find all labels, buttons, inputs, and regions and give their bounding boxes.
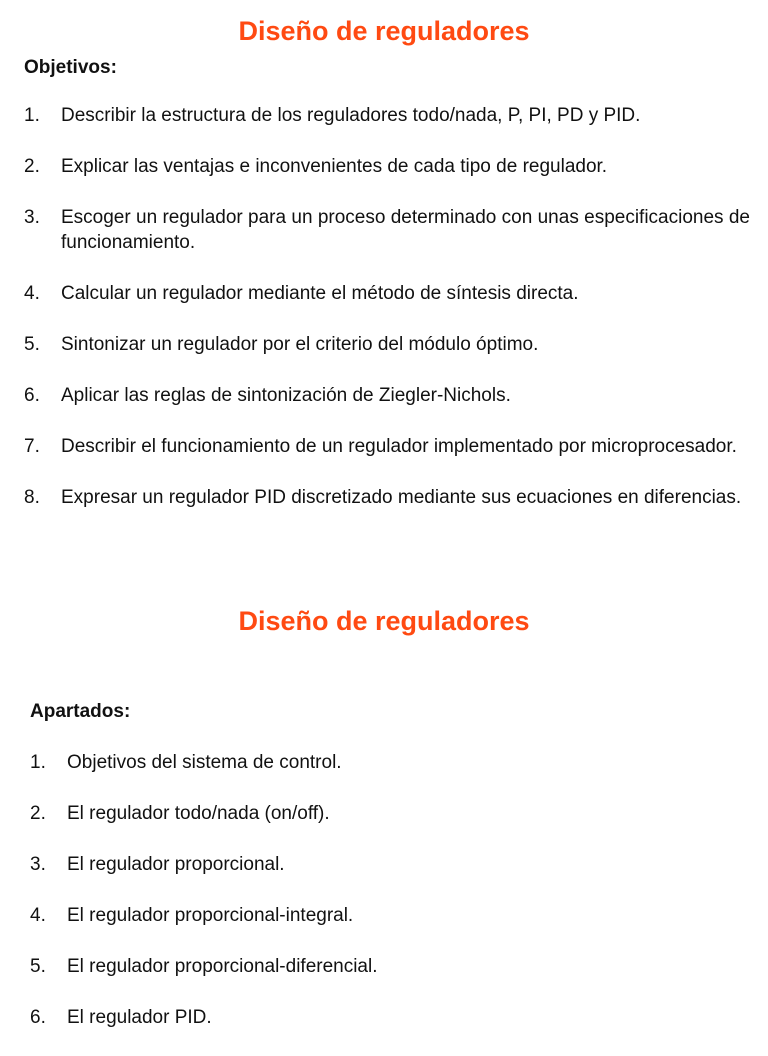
item-text: Escoger un regulador para un proceso determinado con unas especificaciones de funcionamiento. bbox=[61, 207, 750, 253]
list-item bbox=[30, 801, 730, 826]
item-text: Calcular un regulador mediante el método de síntesis directa. bbox=[61, 283, 579, 304]
item-number: 7. bbox=[24, 436, 40, 457]
item-text: Expresar un regulador PID discretizado mediante sus ecuaciones en diferencias. bbox=[61, 487, 742, 508]
item-number: 4. bbox=[24, 283, 40, 304]
item-text: El regulador todo/nada (on/off). bbox=[67, 803, 330, 824]
item-number: 5. bbox=[30, 956, 46, 977]
item-number: 2. bbox=[30, 803, 46, 824]
item-text: Describir la estructura de los reguladores todo/nada, P, PI, PD y PID. bbox=[61, 105, 641, 126]
list-item bbox=[24, 485, 750, 510]
list-item bbox=[24, 154, 750, 179]
item-number: 6. bbox=[30, 1007, 46, 1028]
item-number: 1. bbox=[30, 752, 46, 773]
list-item bbox=[24, 383, 750, 408]
list-item bbox=[24, 205, 750, 255]
item-text: El regulador proporcional. bbox=[67, 854, 285, 875]
section-title: Diseño de reguladores bbox=[238, 606, 530, 636]
item-number: 3. bbox=[24, 207, 40, 228]
objetivos-list bbox=[24, 103, 750, 536]
list-item bbox=[24, 281, 750, 306]
item-text: Aplicar las reglas de sintonización de Ziegler-Nichols. bbox=[61, 385, 511, 406]
objetivos-heading: Objetivos: bbox=[24, 57, 117, 78]
list-item bbox=[30, 852, 730, 877]
item-number: 3. bbox=[30, 854, 46, 875]
objetivos-section bbox=[0, 0, 768, 508]
item-text: Objetivos del sistema de control. bbox=[67, 752, 342, 773]
item-text: Describir el funcionamiento de un regulador implementado por microprocesador. bbox=[61, 436, 737, 457]
item-number: 4. bbox=[30, 905, 46, 926]
item-text: El regulador proporcional-integral. bbox=[67, 905, 354, 926]
list-item bbox=[24, 103, 750, 128]
list-item bbox=[24, 434, 750, 459]
apartados-section bbox=[0, 598, 768, 1028]
item-text: El regulador PID. bbox=[67, 1007, 212, 1028]
list-item bbox=[30, 1005, 730, 1030]
apartados-heading: Apartados: bbox=[30, 701, 131, 722]
item-text: El regulador proporcional-diferencial. bbox=[67, 956, 378, 977]
item-number: 2. bbox=[24, 156, 40, 177]
list-item bbox=[30, 954, 730, 979]
item-text: Sintonizar un regulador por el criterio del módulo óptimo. bbox=[61, 334, 539, 355]
page-title: Diseño de reguladores bbox=[238, 16, 530, 46]
item-number: 1. bbox=[24, 105, 40, 126]
item-number: 8. bbox=[24, 487, 40, 508]
item-number: 5. bbox=[24, 334, 40, 355]
apartados-list bbox=[30, 750, 730, 1056]
list-item bbox=[30, 903, 730, 928]
item-text: Explicar las ventajas e inconvenientes de cada tipo de regulador. bbox=[61, 156, 608, 177]
item-number: 6. bbox=[24, 385, 40, 406]
list-item bbox=[24, 332, 750, 357]
list-item bbox=[30, 750, 730, 775]
